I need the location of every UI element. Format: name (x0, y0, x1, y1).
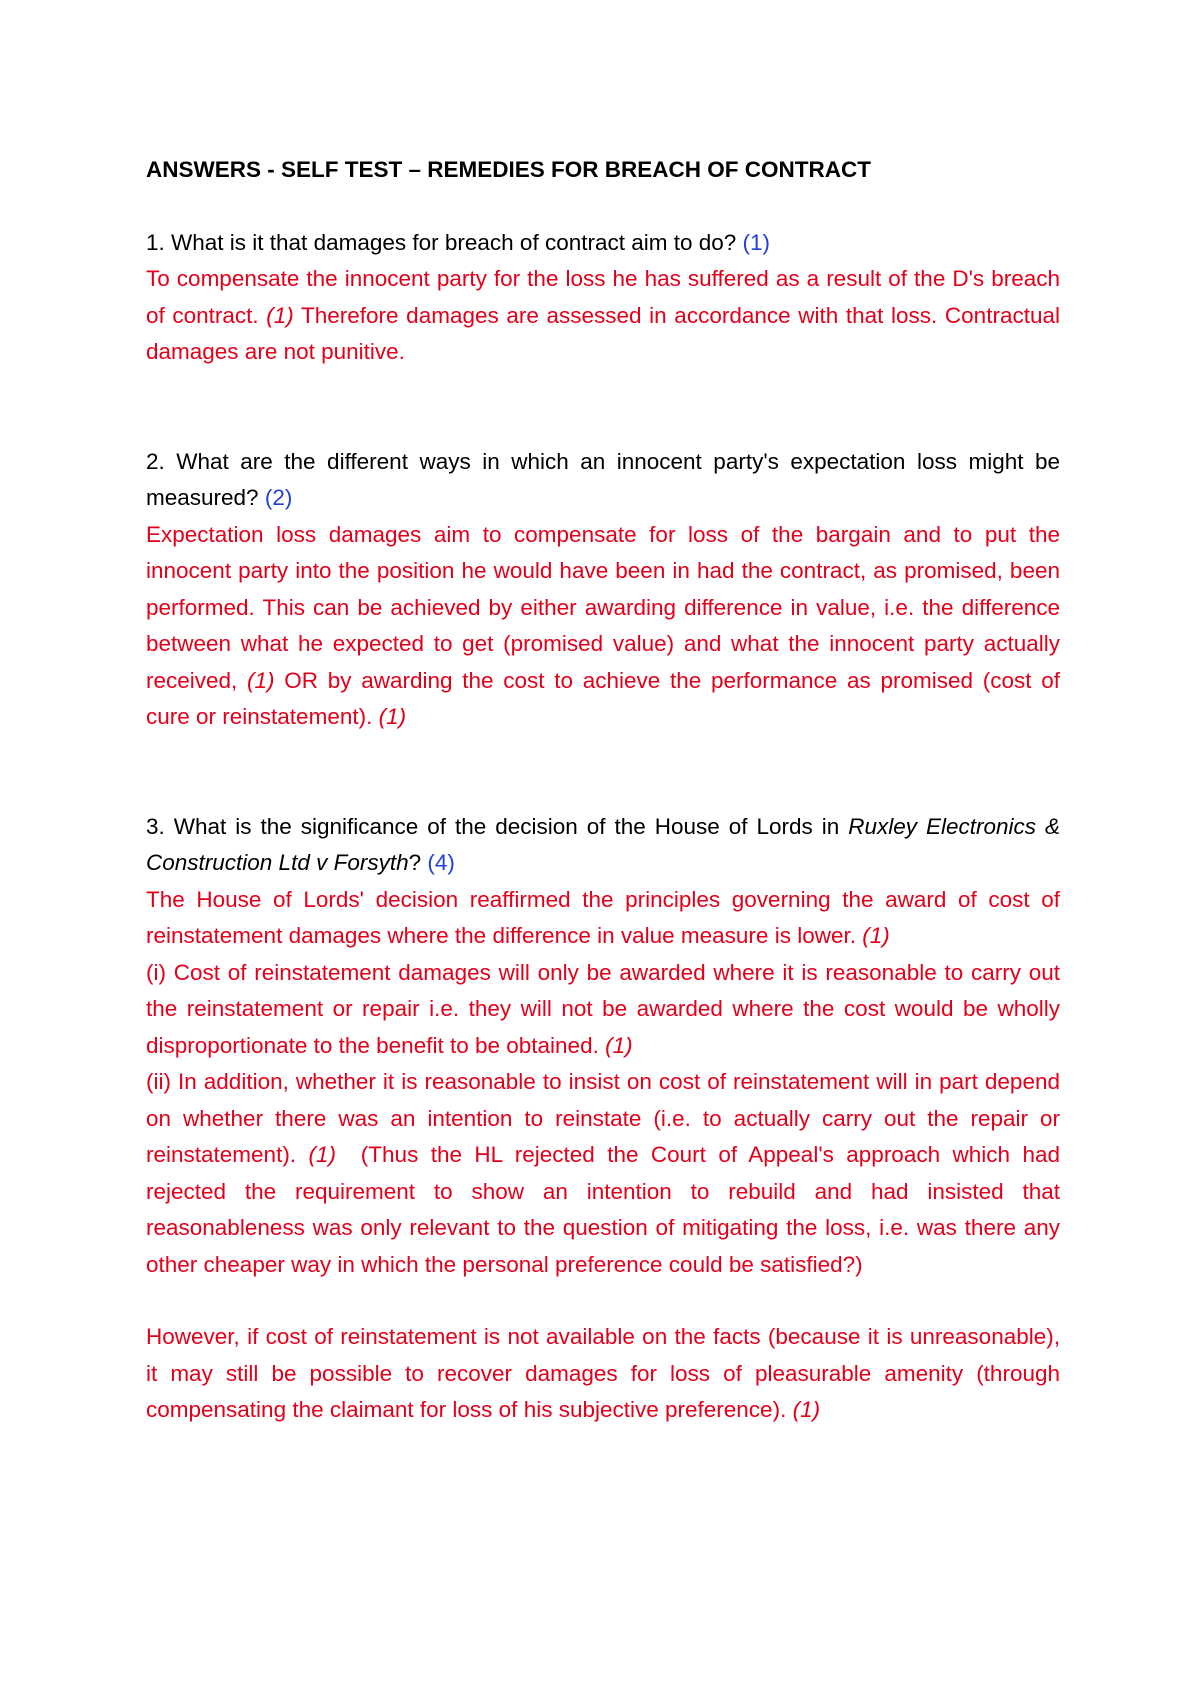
paragraph-spacer (146, 1283, 1060, 1319)
answer-3-p1-mark: (1) (862, 923, 890, 948)
document-title: ANSWERS - SELF TEST – REMEDIES FOR BREACH OF CONTRACT (146, 157, 872, 182)
answer-1-mark: (1) (266, 302, 294, 328)
answer-3-p4-mark: (1) (792, 1397, 821, 1422)
document-page (146, 152, 1067, 1429)
answer-3-paragraph-2 (146, 955, 1060, 1065)
answer-3-paragraph-4 (146, 1319, 1060, 1429)
question-3 (146, 809, 1060, 882)
answer-3-p2-mark: (1) (605, 1032, 633, 1058)
question-3-text-a: 3. What is the significance of the decision of the House of Lords in (146, 813, 849, 839)
answer-3-p4-text: However, if cost of reinstatement is not available on the facts (because it is unreasonable), it may still be possible to recover damages for loss of pleasurable amenity (through compensating the claimant for loss of his subjective preference). (146, 1324, 1060, 1422)
answer-3-paragraph-3 (146, 1064, 1067, 1283)
answer-2 (146, 517, 1060, 736)
question-1 (146, 225, 1060, 262)
question-3-marks: (4) (427, 850, 455, 875)
section-spacer (146, 371, 1060, 444)
question-2-marks: (2) (264, 485, 293, 510)
answer-3-p3-mark: (1) (308, 1142, 336, 1167)
question-2-text: 2. What are the different ways in which an innocent party's expectation loss might be measured? (146, 448, 1060, 510)
case-name: Ruxley Electronics & Construction Ltd v Forsyth (146, 813, 1061, 875)
answer-2-text-b: OR by awarding the cost to achieve the performance as promised (cost of cure or reinstatement). (146, 667, 1060, 729)
answer-3-p1-text: The House of Lords' decision reaffirmed the principles governing the award of cost of reinstatement damages where the difference in value measure is lower. (146, 886, 1060, 948)
answer-3-p2-text: (i) Cost of reinstatement damages will only be awarded where it is reasonable to carry out the reinstatement or repair i.e. they will not be awarded where the cost would be wholly disproportionate to the benefit to be obtained. (146, 959, 1060, 1058)
question-1-text: 1. What is it that damages for breach of contract aim to do? (146, 229, 743, 255)
answer-1-text-b: Therefore damages are assessed in accordance with that loss. Contractual damages are not punitive. (146, 302, 1060, 364)
answer-3-p3-text-b: (Thus the HL rejected the Court of Appeal's approach which had rejected the requirement to show an intention to rebuild and had insisted that reasonableness was only relevant to the question of mitigating the loss, i.e. was there any other cheaper way in which the personal preference could be satisfied?) (146, 1142, 1067, 1277)
section-spacer (146, 736, 1060, 809)
question-1-marks: (1) (742, 229, 771, 255)
answer-3-p3-text-a: (ii) In addition, whether it is reasonable to insist on cost of reinstatement will in part depend on whether there was an intention to reinstate (i.e. to actually carry out the repair or reinstatement). (146, 1069, 1060, 1167)
answer-3-paragraph-1 (146, 882, 1060, 955)
answer-1-text-a: To compensate the innocent party for the loss he has suffered as a result of the D's breach of contract. (146, 266, 1060, 328)
question-3-text-b: ? (408, 850, 428, 875)
answer-2-mark-1: (1) (247, 667, 275, 693)
answer-1 (146, 261, 1060, 371)
answer-2-mark-2: (1) (378, 704, 407, 729)
answer-2-text-a: Expectation loss damages aim to compensate for loss of the bargain and to put the innocent party into the position he would have been in had the contract, as promised, been performed. This can be achieved by either awarding difference in value, i.e. the difference between what he expected to get (promised value) and what the innocent party actually received, (146, 521, 1060, 693)
question-2 (146, 444, 1060, 517)
